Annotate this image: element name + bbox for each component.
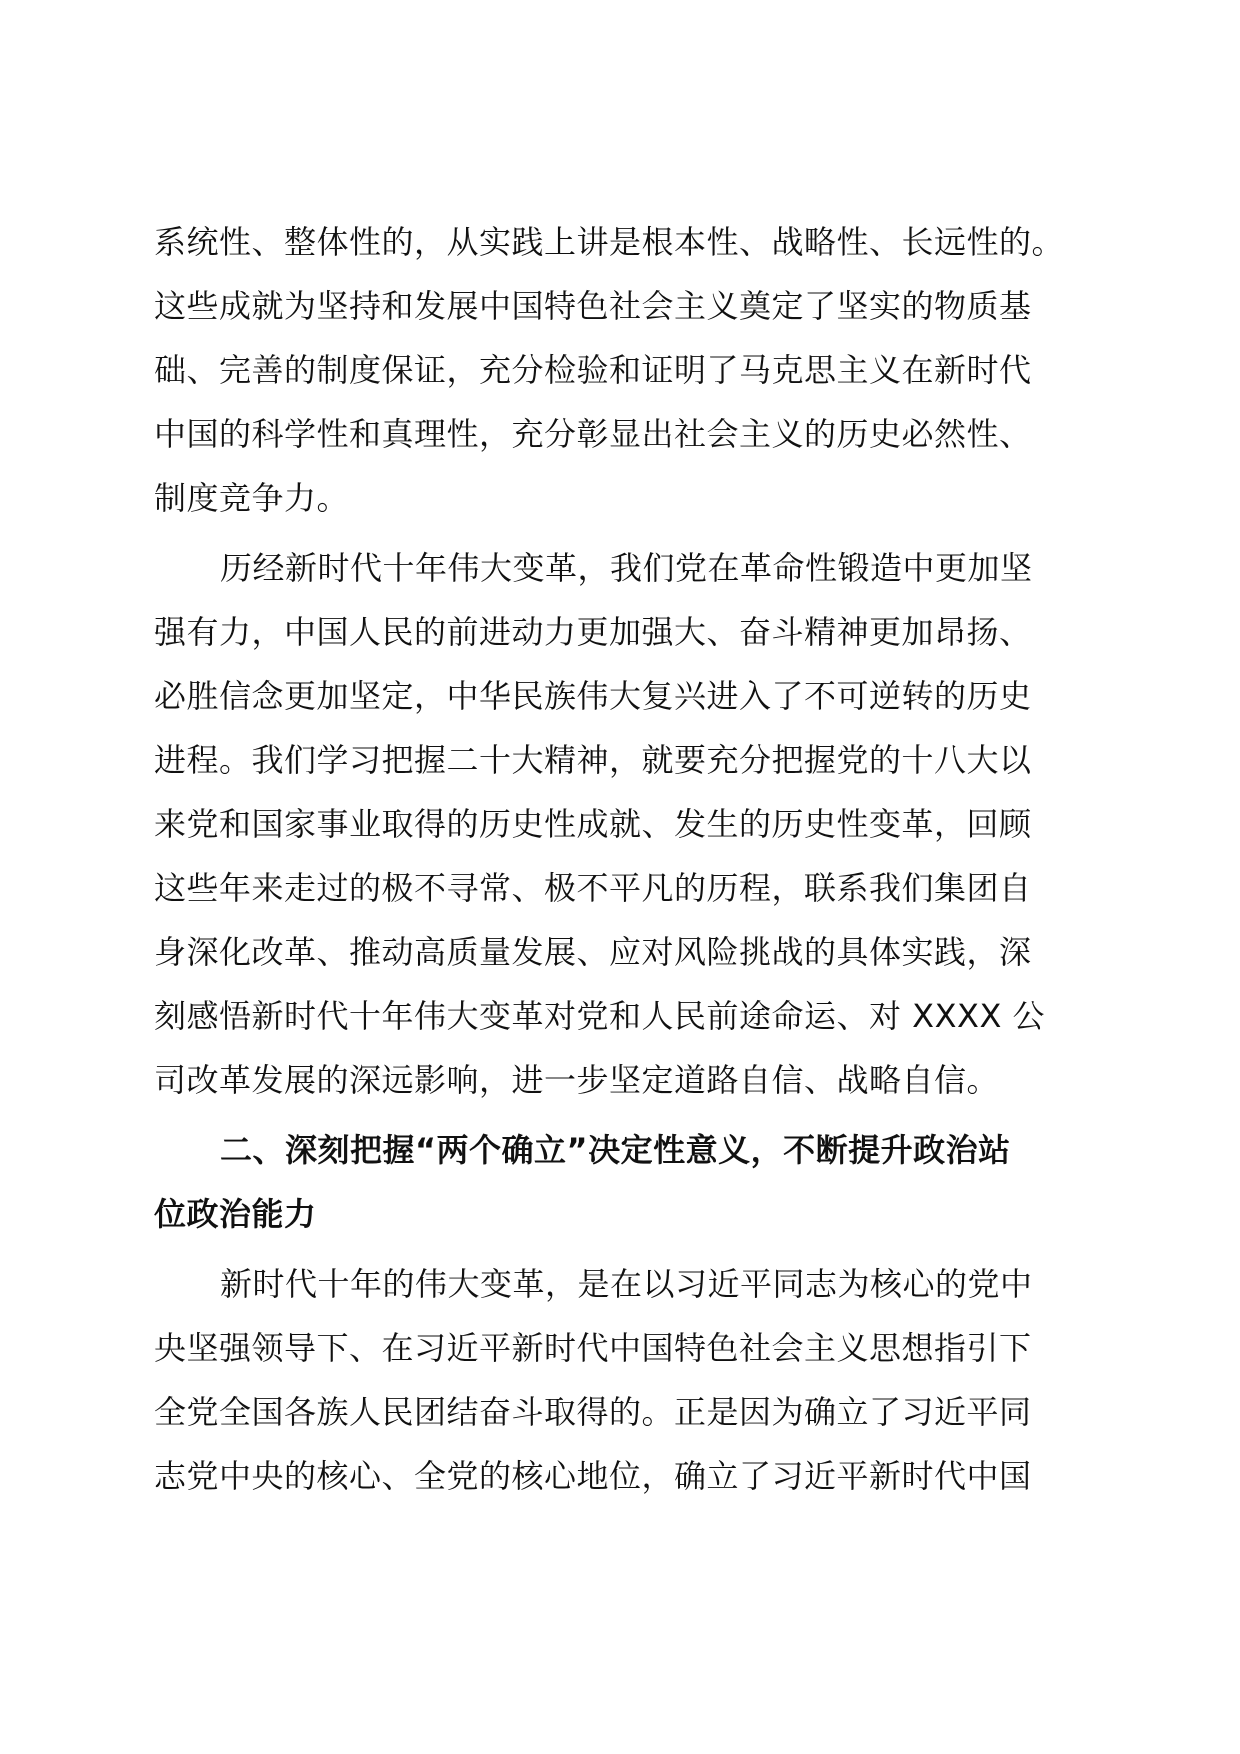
body-text-line: 进程。我们学习把握二十大精神，就要充分把握党的十八大以 [154,741,1032,779]
body-text-line: 来党和国家事业取得的历史性成就、发生的历史性变革，回顾 [154,805,1032,843]
body-text-line: 中国的科学性和真理性，充分彰显出社会主义的历史必然性、 [154,415,1032,453]
body-text-line: 础、完善的制度保证，充分检验和证明了马克思主义在新时代 [154,351,1032,389]
body-text-line: 央坚强领导下、在习近平新时代中国特色社会主义思想指引下 [154,1329,1032,1367]
body-text-line: 制度竞争力。 [154,479,350,517]
body-text-line: 系统性、整体性的，从实践上讲是根本性、战略性、长远性的。 [154,223,1065,261]
body-text-line: 强有力，中国人民的前进动力更加强大、奋斗精神更加昂扬、 [154,613,1032,651]
paragraph-first-line: 新时代十年的伟大变革，是在以习近平同志为核心的党中 [220,1265,1033,1303]
body-text-line: 司改革发展的深远影响，进一步坚定道路自信、战略自信。 [154,1061,1000,1099]
paragraph-first-line: 历经新时代十年伟大变革，我们党在革命性锻造中更加坚 [220,549,1033,587]
body-text-line: 志党中央的核心、全党的核心地位，确立了习近平新时代中国 [154,1457,1032,1495]
body-text-line: 身深化改革、推动高质量发展、应对风险挑战的具体实践，深 [154,933,1032,971]
body-text-line: 这些年来走过的极不寻常、极不平凡的历程，联系我们集团自 [154,869,1032,907]
body-text-line: 必胜信念更加坚定，中华民族伟大复兴进入了不可逆转的历史 [154,677,1032,715]
section-heading: 二、深刻把握“两个确立”决定性意义，不断提升政治站 [220,1131,1011,1169]
body-text-line: 刻感悟新时代十年伟大变革对党和人民前途命运、对 XXXX 公 [154,997,1046,1035]
body-text-line: 这些成就为坚持和发展中国特色社会主义奠定了坚实的物质基 [154,287,1032,325]
section-heading-continuation: 位政治能力 [154,1195,317,1233]
body-text-line: 全党全国各族人民团结奋斗取得的。正是因为确立了习近平同 [154,1393,1032,1431]
